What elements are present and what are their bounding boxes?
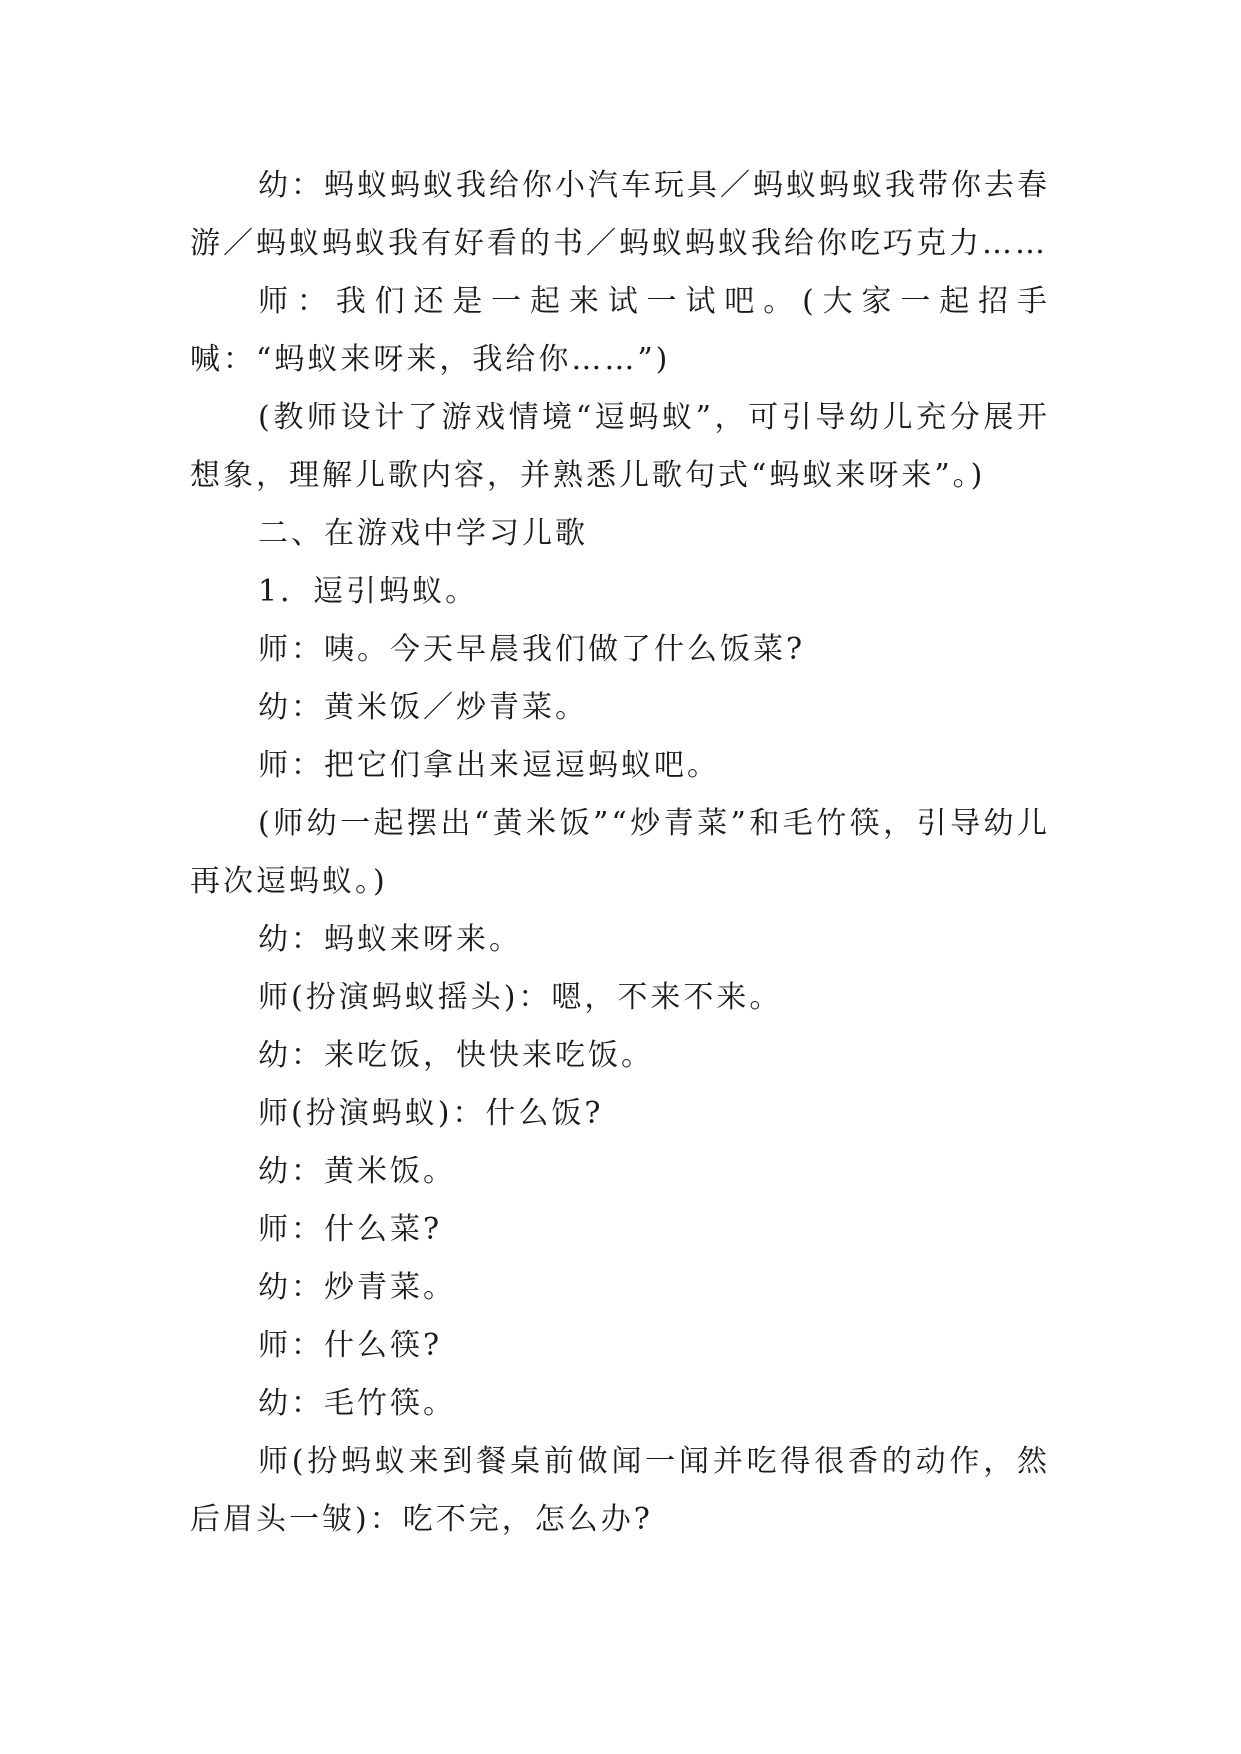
paragraph: 师：什么菜?: [258, 1212, 443, 1247]
paragraph: 师：什么筷?: [258, 1328, 443, 1363]
document-body: [190, 157, 1050, 1549]
paragraph: 师：我们还是一起来试一试吧。(大家一起招手喊：“蚂蚁来呀来，我给你……”): [190, 284, 1050, 377]
paragraph: (教师设计了游戏情境“逗蚂蚁”，可引导幼儿充分展开想象，理解儿歌内容，并熟悉儿歌句式“蚂蚁来呀来”。): [190, 400, 1050, 493]
paragraph: 师(扮演蚂蚁)：什么饭?: [258, 1096, 604, 1131]
paragraph: 幼：炒青菜。: [258, 1270, 456, 1305]
section-heading: 二、在游戏中学习儿歌: [258, 516, 588, 551]
paragraph: 幼：黄米饭。: [258, 1154, 456, 1189]
paragraph: 幼：蚂蚁蚂蚁我给你小汽车玩具／蚂蚁蚂蚁我带你去春游／蚂蚁蚂蚁我有好看的书／蚂蚁蚂蚁我给你吃巧克力……: [190, 168, 1050, 261]
paragraph: 师：把它们拿出来逗逗蚂蚁吧。: [258, 748, 720, 783]
paragraph: 幼：蚂蚁来呀来。: [258, 922, 522, 957]
paragraph: 师(扮蚂蚁来到餐桌前做闻一闻并吃得很香的动作，然后眉头一皱)：吃不完，怎么办?: [190, 1444, 1050, 1537]
paragraph: (师幼一起摆出“黄米饭”“炒青菜”和毛竹筷，引导幼儿再次逗蚂蚁。): [190, 806, 1050, 899]
paragraph: 幼：黄米饭／炒青菜。: [258, 690, 588, 725]
subsection-heading: 1．逗引蚂蚁。: [258, 574, 479, 609]
paragraph: 师(扮演蚂蚁摇头)：嗯，不来不来。: [258, 980, 783, 1015]
paragraph: 师：咦。今天早晨我们做了什么饭菜?: [258, 632, 806, 667]
paragraph: 幼：毛竹筷。: [258, 1386, 456, 1421]
paragraph: 幼：来吃饭，快快来吃饭。: [258, 1038, 654, 1073]
